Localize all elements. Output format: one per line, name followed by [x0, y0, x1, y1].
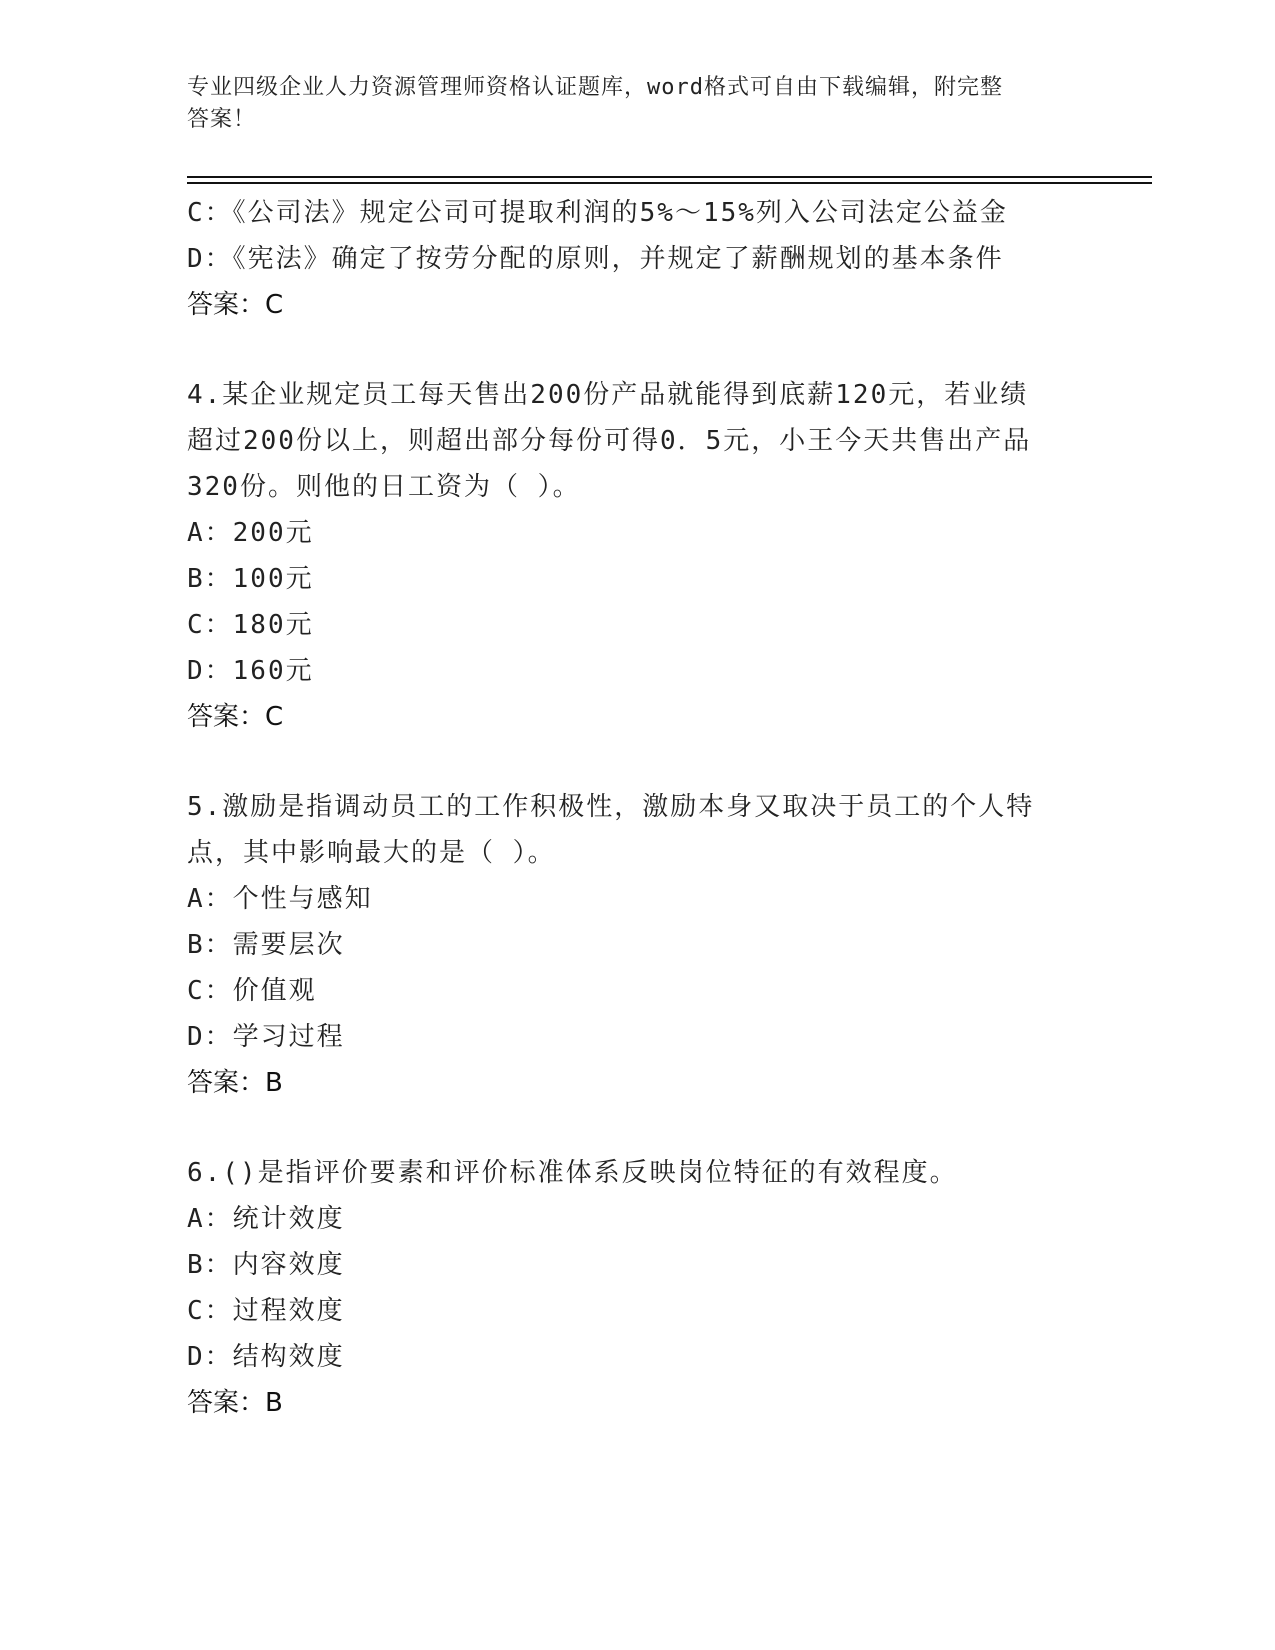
- question-5: [187, 784, 1087, 1106]
- document-body: [187, 190, 1087, 1426]
- question-text-line: 320份。则他的日工资为（ ）。: [187, 472, 581, 502]
- option-b: B：内容效度: [187, 1250, 345, 1280]
- option-b: B：100元: [187, 564, 314, 594]
- question-text-line: 超过200份以上，则超出部分每份可得0．5元，小王今天共售出产品: [187, 426, 1032, 456]
- option-d: D：《宪法》确定了按劳分配的原则，并规定了薪酬规划的基本条件: [187, 244, 1004, 274]
- question-text-line: 4.某企业规定员工每天售出200份产品就能得到底薪120元，若业绩: [187, 380, 1029, 410]
- answer-line: 答案：C: [187, 290, 284, 320]
- question-4: [187, 372, 1087, 740]
- option-a: A：统计效度: [187, 1204, 345, 1234]
- option-a: A：200元: [187, 518, 314, 548]
- question-6: [187, 1150, 1087, 1426]
- option-d: D：学习过程: [187, 1022, 345, 1052]
- question-text-line: 6.()是指评价要素和评价标准体系反映岗位特征的有效程度。: [187, 1158, 958, 1188]
- option-d: D：结构效度: [187, 1342, 345, 1372]
- question-3-continuation: [187, 190, 1087, 328]
- answer-line: 答案：C: [187, 702, 284, 732]
- question-text-line: 点，其中影响最大的是（ ）。: [187, 838, 556, 868]
- option-d: D：160元: [187, 656, 314, 686]
- option-c: C：过程效度: [187, 1296, 345, 1326]
- document-header: [187, 72, 1067, 136]
- answer-line: 答案：B: [187, 1388, 283, 1418]
- answer-line: 答案：B: [187, 1068, 283, 1098]
- header-line-1: 专业四级企业人力资源管理师资格认证题库，word格式可自由下载编辑，附完整: [187, 75, 1003, 100]
- option-a: A：个性与感知: [187, 884, 373, 914]
- option-c: C：价值观: [187, 976, 317, 1006]
- option-c: C：180元: [187, 610, 314, 640]
- header-line-2: 答案！: [187, 107, 257, 132]
- option-c: C：《公司法》规定公司可提取利润的5%～15%列入公司法定公益金: [187, 198, 1008, 228]
- header-divider-bottom: [187, 182, 1152, 184]
- option-b: B：需要层次: [187, 930, 345, 960]
- question-text-line: 5.激励是指调动员工的工作积极性，激励本身又取决于员工的个人特: [187, 792, 1035, 822]
- header-divider-top: [187, 176, 1152, 178]
